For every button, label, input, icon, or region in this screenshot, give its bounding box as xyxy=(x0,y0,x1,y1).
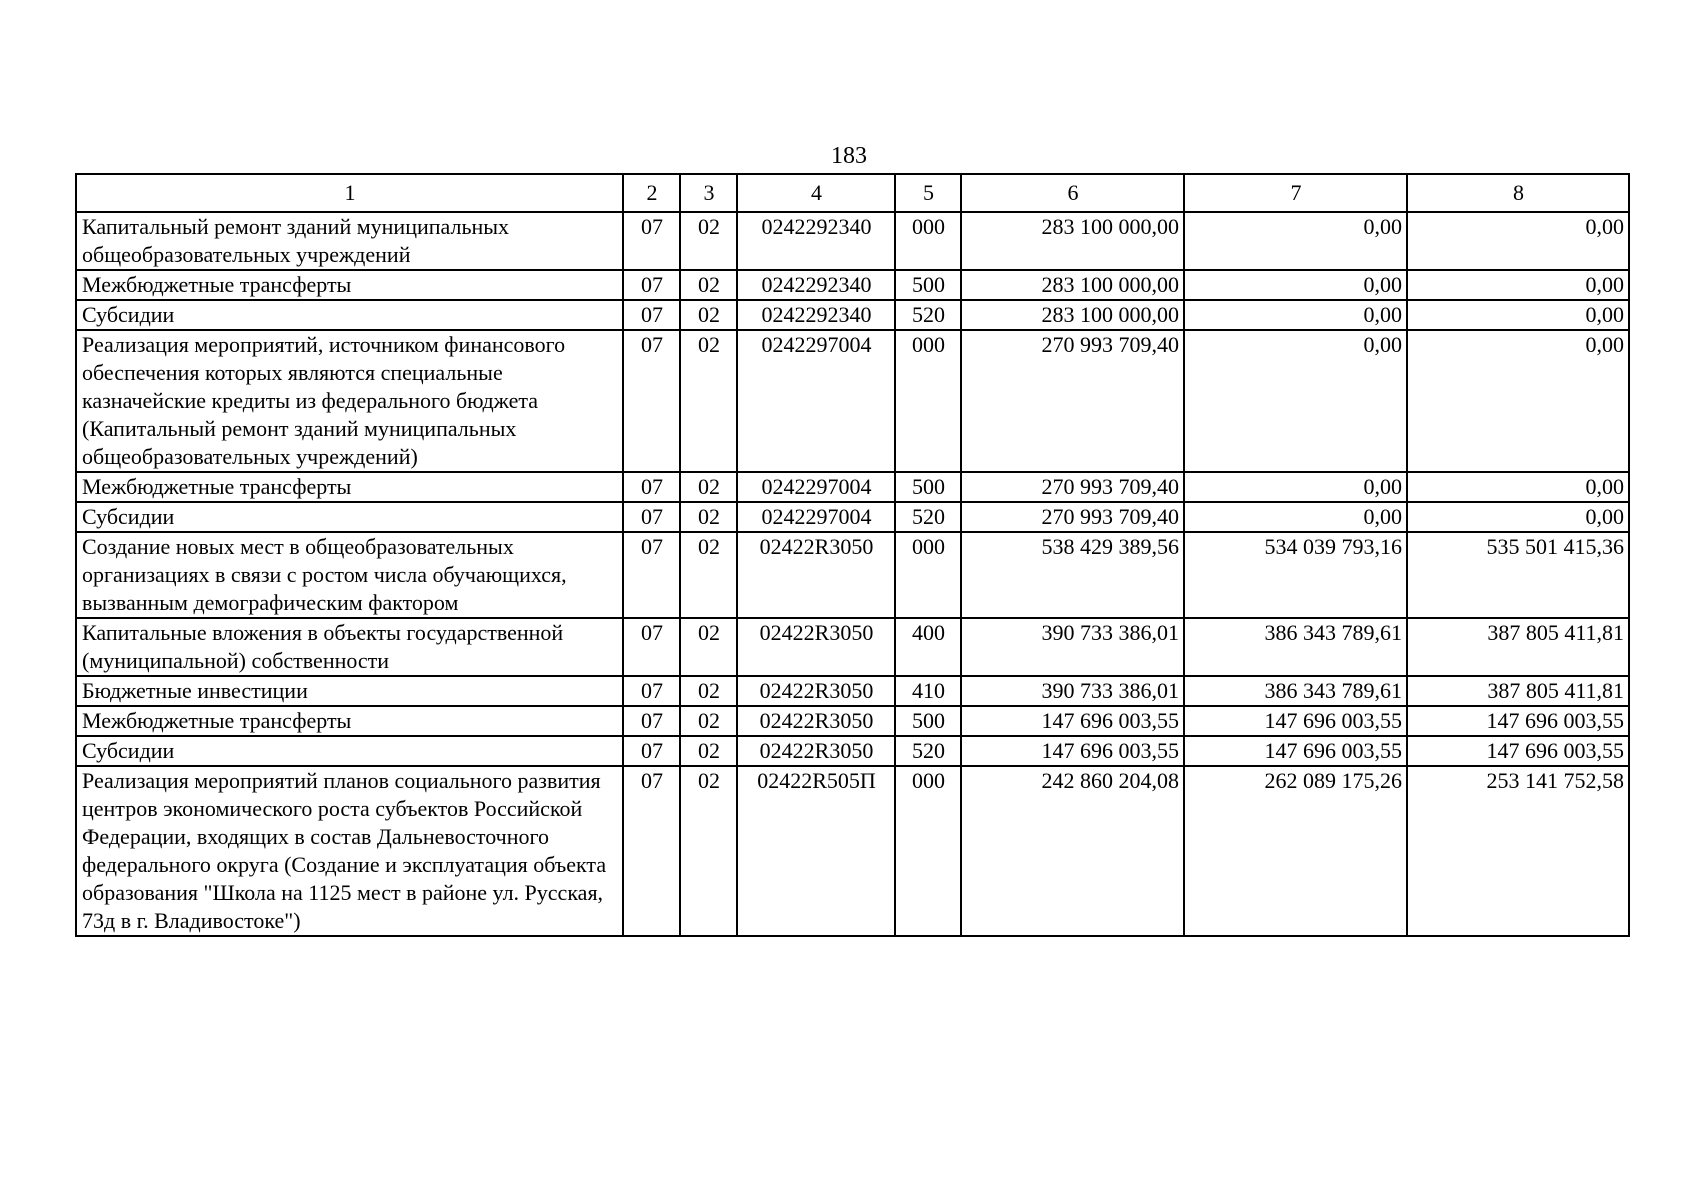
row-target-code: 02422R3050 xyxy=(737,676,895,706)
page-number: 183 xyxy=(831,143,867,169)
row-name: Капитальные вложения в объекты государственной (муниципальной) собственности xyxy=(76,618,623,676)
table-row xyxy=(76,532,1629,618)
row-section: 07 xyxy=(623,502,680,532)
row-amount-6: 390 733 386,01 xyxy=(961,618,1184,676)
row-target-code: 0242297004 xyxy=(737,502,895,532)
row-expense-type: 500 xyxy=(895,270,961,300)
row-amount-8: 387 805 411,81 xyxy=(1407,676,1629,706)
table-row xyxy=(76,502,1629,532)
row-target-code: 02422R3050 xyxy=(737,532,895,618)
table-row xyxy=(76,330,1629,472)
row-name: Реализация мероприятий, источником финансового обеспечения которых являются специальные казначейские кредиты из федерального бюджета (Капитальный ремонт зданий муниципальных общеобразовательных учреждений) xyxy=(76,330,623,472)
row-amount-6: 147 696 003,55 xyxy=(961,736,1184,766)
row-name: Межбюджетные трансферты xyxy=(76,706,623,736)
row-subsection: 02 xyxy=(680,618,737,676)
header-row xyxy=(76,174,1629,212)
row-name: Капитальный ремонт зданий муниципальных общеобразовательных учреждений xyxy=(76,212,623,270)
row-section: 07 xyxy=(623,300,680,330)
row-subsection: 02 xyxy=(680,270,737,300)
row-subsection: 02 xyxy=(680,300,737,330)
row-target-code: 0242297004 xyxy=(737,472,895,502)
budget-table xyxy=(75,173,1630,937)
row-amount-8: 0,00 xyxy=(1407,502,1629,532)
column-header-8: 8 xyxy=(1407,174,1629,212)
table-row xyxy=(76,706,1629,736)
row-section: 07 xyxy=(623,618,680,676)
row-amount-8: 0,00 xyxy=(1407,270,1629,300)
column-header-4: 4 xyxy=(737,174,895,212)
row-subsection: 02 xyxy=(680,706,737,736)
row-section: 07 xyxy=(623,736,680,766)
row-amount-7: 0,00 xyxy=(1184,270,1407,300)
row-subsection: 02 xyxy=(680,532,737,618)
row-target-code: 0242292340 xyxy=(737,270,895,300)
row-subsection: 02 xyxy=(680,212,737,270)
row-amount-8: 535 501 415,36 xyxy=(1407,532,1629,618)
table-row xyxy=(76,212,1629,270)
row-section: 07 xyxy=(623,330,680,472)
row-amount-7: 262 089 175,26 xyxy=(1184,766,1407,936)
row-amount-8: 0,00 xyxy=(1407,300,1629,330)
row-expense-type: 500 xyxy=(895,472,961,502)
row-expense-type: 500 xyxy=(895,706,961,736)
row-target-code: 02422R3050 xyxy=(737,618,895,676)
row-name: Реализация мероприятий планов социального развития центров экономического роста субъектов Российской Федерации, входящих в состав Дальневосточного федерального округа (Создание и эксплуатация объекта образования "Школа на 1125 мест в районе ул. Русская, 73д в г. Владивостоке") xyxy=(76,766,623,936)
row-target-code: 02422R3050 xyxy=(737,736,895,766)
row-amount-8: 147 696 003,55 xyxy=(1407,736,1629,766)
row-section: 07 xyxy=(623,270,680,300)
row-amount-6: 270 993 709,40 xyxy=(961,330,1184,472)
row-amount-7: 0,00 xyxy=(1184,212,1407,270)
row-name: Бюджетные инвестиции xyxy=(76,676,623,706)
row-expense-type: 520 xyxy=(895,736,961,766)
row-expense-type: 000 xyxy=(895,766,961,936)
row-section: 07 xyxy=(623,676,680,706)
row-section: 07 xyxy=(623,472,680,502)
row-name: Субсидии xyxy=(76,300,623,330)
row-amount-7: 0,00 xyxy=(1184,300,1407,330)
row-target-code: 02422R3050 xyxy=(737,706,895,736)
row-expense-type: 000 xyxy=(895,532,961,618)
row-name: Межбюджетные трансферты xyxy=(76,270,623,300)
row-name: Субсидии xyxy=(76,502,623,532)
row-amount-6: 283 100 000,00 xyxy=(961,212,1184,270)
table-row xyxy=(76,766,1629,936)
row-amount-6: 270 993 709,40 xyxy=(961,502,1184,532)
row-section: 07 xyxy=(623,212,680,270)
row-amount-7: 534 039 793,16 xyxy=(1184,532,1407,618)
row-expense-type: 410 xyxy=(895,676,961,706)
row-amount-6: 390 733 386,01 xyxy=(961,676,1184,706)
table-row xyxy=(76,736,1629,766)
row-section: 07 xyxy=(623,766,680,936)
row-subsection: 02 xyxy=(680,472,737,502)
row-amount-8: 147 696 003,55 xyxy=(1407,706,1629,736)
table-row xyxy=(76,270,1629,300)
row-target-code: 0242292340 xyxy=(737,212,895,270)
row-amount-6: 147 696 003,55 xyxy=(961,706,1184,736)
table-row xyxy=(76,676,1629,706)
row-amount-7: 0,00 xyxy=(1184,502,1407,532)
row-amount-6: 242 860 204,08 xyxy=(961,766,1184,936)
row-subsection: 02 xyxy=(680,736,737,766)
row-name: Субсидии xyxy=(76,736,623,766)
row-expense-type: 000 xyxy=(895,212,961,270)
row-amount-7: 0,00 xyxy=(1184,330,1407,472)
column-header-7: 7 xyxy=(1184,174,1407,212)
row-amount-8: 0,00 xyxy=(1407,330,1629,472)
row-section: 07 xyxy=(623,532,680,618)
table-row xyxy=(76,300,1629,330)
row-amount-7: 147 696 003,55 xyxy=(1184,706,1407,736)
row-amount-8: 253 141 752,58 xyxy=(1407,766,1629,936)
row-amount-6: 283 100 000,00 xyxy=(961,300,1184,330)
row-amount-7: 147 696 003,55 xyxy=(1184,736,1407,766)
row-expense-type: 520 xyxy=(895,300,961,330)
row-section: 07 xyxy=(623,706,680,736)
column-header-5: 5 xyxy=(895,174,961,212)
row-amount-6: 283 100 000,00 xyxy=(961,270,1184,300)
column-header-1: 1 xyxy=(76,174,623,212)
row-target-code: 0242292340 xyxy=(737,300,895,330)
row-name: Создание новых мест в общеобразовательных организациях в связи с ростом числа обучающихся, вызванным демографическим фактором xyxy=(76,532,623,618)
row-subsection: 02 xyxy=(680,676,737,706)
row-expense-type: 520 xyxy=(895,502,961,532)
row-amount-8: 0,00 xyxy=(1407,212,1629,270)
row-expense-type: 000 xyxy=(895,330,961,472)
row-subsection: 02 xyxy=(680,766,737,936)
row-name: Межбюджетные трансферты xyxy=(76,472,623,502)
row-amount-7: 386 343 789,61 xyxy=(1184,676,1407,706)
column-header-2: 2 xyxy=(623,174,680,212)
row-amount-7: 0,00 xyxy=(1184,472,1407,502)
column-header-3: 3 xyxy=(680,174,737,212)
row-subsection: 02 xyxy=(680,502,737,532)
row-amount-8: 387 805 411,81 xyxy=(1407,618,1629,676)
column-header-6: 6 xyxy=(961,174,1184,212)
row-amount-7: 386 343 789,61 xyxy=(1184,618,1407,676)
row-target-code: 02422R505П xyxy=(737,766,895,936)
row-subsection: 02 xyxy=(680,330,737,472)
row-amount-6: 538 429 389,56 xyxy=(961,532,1184,618)
table-row xyxy=(76,618,1629,676)
row-amount-6: 270 993 709,40 xyxy=(961,472,1184,502)
table-row xyxy=(76,472,1629,502)
row-expense-type: 400 xyxy=(895,618,961,676)
row-amount-8: 0,00 xyxy=(1407,472,1629,502)
row-target-code: 0242297004 xyxy=(737,330,895,472)
